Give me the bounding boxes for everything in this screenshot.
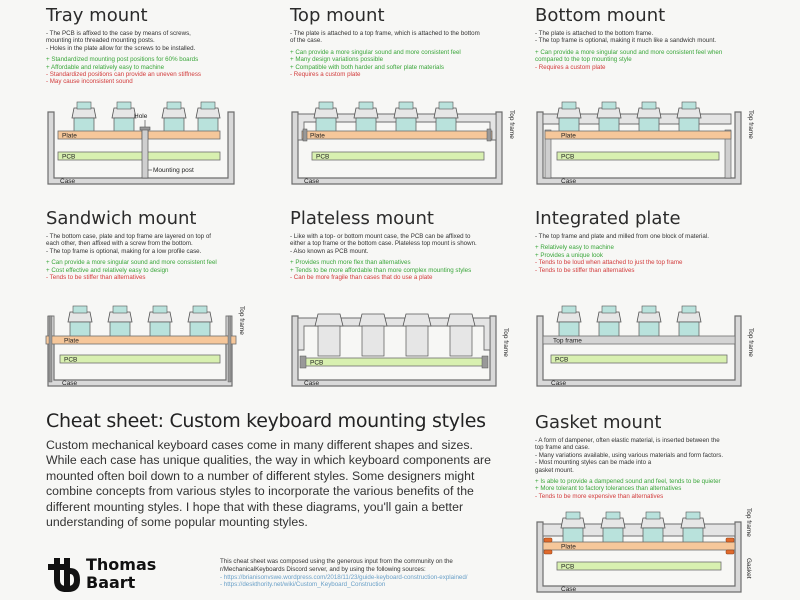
gasket-label: Gasket [745, 558, 752, 579]
pros-cons-list: + Can provide a more singular sound and more consistent feel + Many design variations possible + Compatible with both harder and softer plate materials - Requires a custom plate [290, 48, 461, 79]
top-frame-label: Top frame [747, 328, 754, 357]
pcb-label: PCB [316, 153, 330, 161]
plate-label: Plate [64, 337, 79, 345]
gasket-mount-diagram [535, 506, 765, 598]
switch-housing [450, 326, 472, 356]
pros-cons-list: + Can provide a more singular sound and more consistent feel + Cost effective and relatively easy to design - Tends to be stiffer than alternatives [46, 259, 217, 282]
panel-description: - A form of dampener, often elastic material, is inserted between the top frame and case. - Many variations available, using various materials and form factors. - Most mounting styles can be made into a gasket mount. [535, 437, 724, 474]
switch-stem [642, 102, 656, 109]
keycap [196, 108, 220, 118]
keycap [403, 314, 431, 326]
credits-block: This cheat sheet was composed using the generous input from the community on the r/MechanicalKeyboards Discord server, and by using the following sources: - https://brianisonvswe.wordpress.com/2018/11/23/guide-keyboard-construction-explained/ - https://deskthority.net/wiki/Custom_Keyboard_Construction [220, 558, 520, 589]
pcb-label: PCB [561, 563, 575, 571]
screw-right [228, 316, 231, 382]
panel-title: Tray mount [46, 5, 148, 26]
keycap [637, 312, 661, 322]
pros-cons-list: + Can provide a more singular sound and more consistent feel when compared to the top mounting style - Requires a custom plate [535, 48, 723, 71]
panel-title: Gasket mount [535, 412, 662, 433]
screw-head [140, 127, 150, 130]
panel-description: - Like with a top- or bottom mount case, the PCB can be affixed to either a top frame or the bottom case. Plateless top mount is shown. - Also known as PCB mount. [290, 233, 477, 255]
switch-stem [682, 102, 696, 109]
switch-stem [646, 512, 660, 519]
screw-left [49, 316, 52, 382]
panel-title: Integrated plate [535, 208, 681, 229]
switch-stem [606, 512, 620, 519]
keycap [677, 312, 701, 322]
switch-stem [399, 102, 413, 109]
switch-stem [602, 306, 616, 313]
case-label: Case [60, 178, 76, 185]
switch-stem [167, 102, 181, 109]
switch-stem [682, 306, 696, 313]
switch-stem [359, 102, 373, 109]
mounting-post-label: Mounting post [153, 167, 194, 174]
integrated-plate-diagram [535, 302, 765, 392]
tb-logo-icon [46, 558, 80, 594]
top-mount-diagram [290, 100, 520, 188]
panel-description: - The bottom case, plate and top frame are layered on top of each other, then affixed with a screw from the bottom. - The top frame is optional, making for a low profile case. [46, 233, 211, 255]
switch-stem [439, 102, 453, 109]
author-logo [46, 556, 161, 596]
hole-label: Hole [134, 113, 148, 120]
panel-integrated-plate [535, 208, 785, 274]
pcb-board [304, 358, 484, 366]
source-link[interactable]: - https://deskthority.net/wiki/Custom_Keyboard_Construction [220, 581, 386, 589]
keycap [447, 314, 475, 326]
case-label: Case [304, 380, 320, 387]
keycap [72, 108, 96, 118]
diagram-svg [290, 302, 520, 392]
author-name: Thomas Baart [86, 555, 157, 592]
pros-cons-list: + Provides much more flex than alternatives + Tends to be more affordable than more complex mounting styles - Can be more fragile than cases that do use a plate [290, 259, 472, 282]
keycap [561, 518, 585, 528]
screw-left [300, 356, 306, 368]
switch-stem [562, 102, 576, 109]
keycap [637, 108, 661, 118]
switch-stem [153, 306, 167, 313]
keycap [314, 108, 338, 118]
keycap [359, 314, 387, 326]
keycap [108, 312, 132, 322]
switch-stem [319, 102, 333, 109]
gasket-bottom-left [544, 550, 552, 554]
keycap [394, 108, 418, 118]
panel-sandwich-mount [46, 208, 296, 281]
bottom-mount-diagram [535, 100, 765, 188]
plate-bar [302, 131, 492, 139]
screw-right [487, 129, 491, 141]
panel-tray-mount [46, 5, 296, 86]
switch-stem [73, 306, 87, 313]
pcb-board [58, 152, 220, 160]
pcb-board [557, 152, 719, 160]
keycap [641, 518, 665, 528]
switch-stem [193, 306, 207, 313]
case-label: Case [561, 178, 577, 185]
pros-cons-list: + Standardized mounting post positions for 60% boards + Affordable and relatively easy to machine - Standardized positions can provide an uneven stiffness - May cause inconsistent sound [46, 56, 202, 86]
diagram-svg [46, 302, 246, 392]
gasket-top-right [726, 538, 734, 542]
pcb-label: PCB [64, 356, 78, 364]
plate-label: Plate [561, 543, 576, 551]
keycap [677, 108, 701, 118]
tray-mount-diagram [46, 100, 246, 188]
pcb-board [312, 152, 484, 160]
diagram-svg [535, 302, 765, 392]
switch-housing [362, 326, 384, 356]
pcb-label: PCB [310, 359, 324, 367]
switch-stem [686, 512, 700, 519]
screw-left [303, 129, 307, 141]
panel-description: - The top frame and plate and milled from one block of material. [535, 233, 709, 240]
keycap [557, 108, 581, 118]
top-frame-label: Top frame [745, 508, 752, 537]
diagram-svg [535, 506, 765, 598]
case-label: Case [304, 178, 320, 185]
panel-top-mount [290, 5, 540, 78]
keycap [188, 312, 212, 322]
gasket-top-left [544, 538, 552, 542]
keycap [315, 314, 343, 326]
keycap [112, 108, 136, 118]
plate-right [148, 131, 220, 139]
top-frame-label: Top frame [502, 328, 509, 357]
switch-stem [602, 102, 616, 109]
switch-stem [642, 306, 656, 313]
gasket-bottom-right [726, 550, 734, 554]
diagram-svg [290, 100, 520, 188]
case-label: Case [551, 380, 567, 387]
keycap [354, 108, 378, 118]
pcb-label: PCB [561, 153, 575, 161]
pros-cons-list: + Relatively easy to machine + Provides a unique look - Tends to be loud when attached to just the top frame - Tends to be stiffer than alternatives [535, 244, 683, 274]
case-label: Case [561, 586, 577, 593]
panel-title: Top mount [290, 5, 385, 26]
switch-housing [406, 326, 428, 356]
case-label: Case [62, 380, 78, 387]
pcb-label: PCB [555, 356, 569, 364]
switch-housing [318, 326, 340, 356]
panel-bottom-mount [535, 5, 785, 71]
plate-label: Plate [310, 132, 325, 140]
switch-stem [562, 306, 576, 313]
plate-label: Plate [561, 132, 576, 140]
plateless-mount-diagram [290, 302, 520, 392]
panel-description: - The PCB is affixed to the case by means of screws, mounting into threaded mounting posts. - Holes in the plate allow for the screws to be installed. [46, 30, 196, 52]
sandwich-mount-diagram [46, 302, 246, 392]
panel-gasket-mount [535, 412, 785, 500]
cheat-sheet-title: Cheat sheet: Custom keyboard mounting styles [46, 410, 486, 432]
pcb-board [551, 355, 727, 363]
intro-paragraph: Custom mechanical keyboard cases come in many different shapes and sizes. While each case has unique qualities, the way in which keyboard components are mounted often boil down to a number of different styles. Some designers might combine concepts from various styles to incorporate the various benefits of the different mounting styles. I hope that with these diagrams, you'll gain a better understanding of some popular mounting styles. [46, 438, 491, 530]
switch-stem [117, 102, 131, 109]
keycap [681, 518, 705, 528]
pcb-board [60, 355, 220, 363]
diagram-svg [535, 100, 765, 188]
keycap [148, 312, 172, 322]
keycap [597, 108, 621, 118]
top-frame-label: Top frame [747, 110, 754, 139]
panel-description: - The plate is attached to a top frame, which is attached to the bottom of the case. [290, 30, 480, 45]
keycap [68, 312, 92, 322]
mounting-post [142, 128, 148, 178]
top-frame-label: Top frame [238, 306, 245, 335]
pcb-board [557, 562, 721, 570]
screw-right [482, 356, 488, 368]
keycap [601, 518, 625, 528]
keycap [434, 108, 458, 118]
pcb-label: PCB [62, 153, 76, 161]
top-frame-inline-label: Top frame [553, 337, 582, 345]
panel-title: Bottom mount [535, 5, 666, 26]
switch-stem [201, 102, 215, 109]
panel-title: Sandwich mount [46, 208, 197, 229]
top-frame-label: Top frame [508, 110, 515, 139]
switch-stem [77, 102, 91, 109]
keycap [162, 108, 186, 118]
switch-stem [566, 512, 580, 519]
switch-stem [113, 306, 127, 313]
panel-title: Plateless mount [290, 208, 434, 229]
panel-description: - The plate is attached to the bottom frame. - The top frame is optional, making it much like a sandwich mount. [535, 30, 717, 45]
pros-cons-list: + Is able to provide a dampened sound and feel, tends to be quieter + More tolerant to factory tolerances than alternatives - Tends to be more expensive than alternatives [535, 478, 721, 500]
panel-plateless-mount [290, 208, 540, 281]
plate-label: Plate [62, 132, 77, 140]
diagram-svg [46, 100, 246, 188]
keycap [557, 312, 581, 322]
keycap [597, 312, 621, 322]
source-link[interactable]: - https://brianisonvswe.wordpress.com/2018/11/23/guide-keyboard-construction-explained/ [220, 573, 468, 581]
